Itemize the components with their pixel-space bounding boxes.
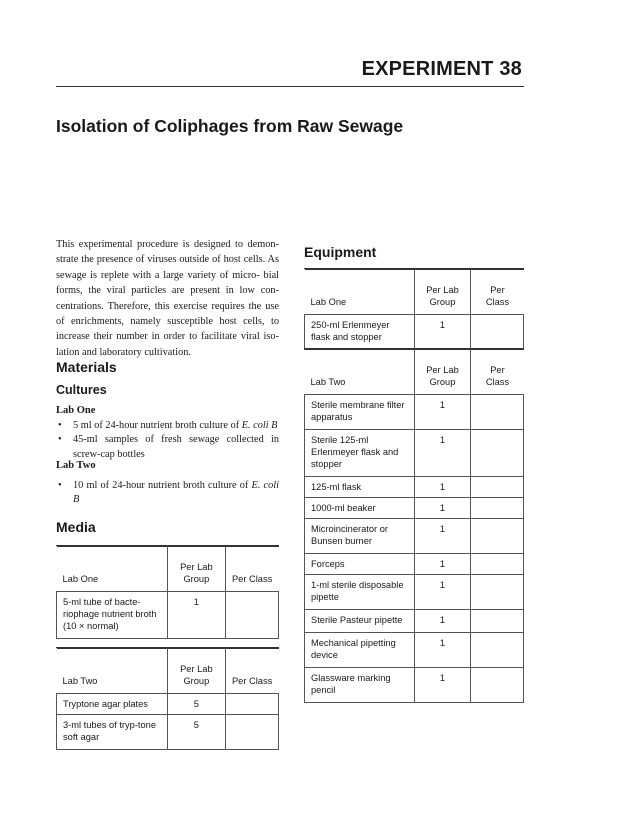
cultures-lab-two-label: Lab Two	[56, 460, 96, 471]
table-row	[305, 633, 524, 668]
table-row	[305, 430, 524, 477]
cultures-heading: Cultures	[56, 383, 107, 397]
table-row	[305, 498, 524, 519]
cultures-lab-two-list	[56, 479, 279, 508]
column-header-per-lab: Per Lab Group	[168, 547, 226, 592]
bullet-icon: •	[58, 420, 62, 431]
row-per-class	[225, 592, 278, 639]
list-item	[56, 479, 279, 508]
row-per-lab: 1	[414, 554, 471, 575]
row-per-class	[471, 315, 524, 350]
materials-heading: Materials	[56, 359, 117, 375]
row-item: Sterile 125-ml Erlenmeyer flask and stopper	[305, 430, 415, 477]
header-rule	[56, 86, 524, 87]
row-per-lab: 1	[414, 395, 471, 430]
row-per-lab: 1	[414, 610, 471, 633]
table-row	[305, 575, 524, 610]
column-header-item: Lab One	[305, 270, 415, 315]
column-header-per-lab: Per Lab Group	[168, 649, 226, 694]
row-item: 5-ml tube of bacte-riophage nutrient broth (10 × normal)	[57, 592, 168, 639]
row-per-class	[471, 395, 524, 430]
row-per-class	[471, 430, 524, 477]
table-row	[305, 554, 524, 575]
row-item: 250-ml Erlenmeyer flask and stopper	[305, 315, 415, 350]
row-item: 125-ml flask	[305, 477, 415, 498]
experiment-number: EXPERIMENT 38	[361, 58, 522, 80]
table-row	[57, 592, 279, 639]
column-header-item: Lab One	[57, 547, 168, 592]
table-header-row	[305, 270, 524, 315]
row-per-class	[471, 575, 524, 610]
column-header-per-lab: Per Lab Group	[414, 350, 471, 395]
table-header-row	[57, 547, 279, 592]
table-header-row	[57, 649, 279, 694]
column-header-per-class: Per Class	[225, 649, 278, 694]
row-item: Glassware marking pencil	[305, 668, 415, 703]
column-header-per-lab: Per Lab Group	[414, 270, 471, 315]
row-per-class	[225, 694, 278, 715]
bullet-icon: •	[58, 434, 62, 446]
row-item: Sterile Pasteur pipette	[305, 610, 415, 633]
row-per-lab: 1	[168, 592, 226, 639]
row-per-lab: 1	[414, 668, 471, 703]
row-item: Tryptone agar plates	[57, 694, 168, 715]
equipment-heading: Equipment	[304, 244, 377, 260]
row-per-lab: 5	[168, 694, 226, 715]
organism-name: E. coli B	[73, 480, 279, 506]
row-per-class	[471, 554, 524, 575]
table-row	[305, 477, 524, 498]
cultures-lab-one-label: Lab One	[56, 405, 96, 416]
row-per-class	[225, 715, 278, 750]
media-heading: Media	[56, 519, 96, 535]
table-row	[305, 610, 524, 633]
row-per-class	[471, 477, 524, 498]
row-per-class	[471, 668, 524, 703]
row-item: 1-ml sterile disposable pipette	[305, 575, 415, 610]
list-item-text: 5 ml of 24-hour nutrient broth culture of	[73, 420, 242, 431]
media-lab-one-table	[56, 546, 279, 639]
column-header-per-class: Per Class	[225, 547, 278, 592]
row-per-lab: 1	[414, 477, 471, 498]
row-per-lab: 1	[414, 575, 471, 610]
table-row	[57, 715, 279, 750]
row-per-class	[471, 519, 524, 554]
row-item: Mechanical pipetting device	[305, 633, 415, 668]
row-per-class	[471, 610, 524, 633]
table-row	[57, 694, 279, 715]
row-item: 1000-ml beaker	[305, 498, 415, 519]
row-item: Sterile membrane filter apparatus	[305, 395, 415, 430]
row-per-class	[471, 633, 524, 668]
list-item-text: 10 ml of 24-hour nutrient broth culture of	[73, 480, 252, 491]
table-row	[305, 395, 524, 430]
row-item: Forceps	[305, 554, 415, 575]
table-row	[305, 668, 524, 703]
row-item: 3-ml tubes of tryp-tone soft agar	[57, 715, 168, 750]
list-item	[56, 433, 279, 462]
list-item-text: 45-ml samples of fresh sewage collected in screw-cap bottles	[73, 434, 279, 460]
row-per-lab: 1	[414, 519, 471, 554]
media-lab-two-table	[56, 648, 279, 750]
column-header-item: Lab Two	[305, 350, 415, 395]
table-row	[305, 315, 524, 350]
page-title: Isolation of Coliphages from Raw Sewage	[56, 116, 404, 136]
row-per-lab: 5	[168, 715, 226, 750]
table-header-row	[305, 350, 524, 395]
list-item	[56, 419, 279, 433]
column-header-per-class: Per Class	[471, 350, 524, 395]
equipment-lab-two-table	[304, 349, 524, 703]
intro-paragraph: This experimental procedure is designed to demon-strate the presence of viruses outside of host cells. As sewage is replete with a large variety of micro- bial forms, the viral particles are present in low con-centrations. Therefore, this exercise requires the use of enrichments, namely susceptible host cells, to increase their number in order to facilitate viral iso-lation and laboratory cultivation.	[56, 239, 279, 358]
row-per-lab: 1	[414, 315, 471, 350]
table-row	[305, 519, 524, 554]
row-item: Microincinerator or Bunsen burner	[305, 519, 415, 554]
row-per-lab: 1	[414, 430, 471, 477]
column-header-item: Lab Two	[57, 649, 168, 694]
equipment-lab-one-table	[304, 269, 524, 350]
organism-name: E. coli B	[241, 420, 278, 431]
bullet-icon: •	[58, 480, 62, 491]
column-header-per-class: Per Class	[471, 270, 524, 315]
row-per-lab: 1	[414, 498, 471, 519]
row-per-lab: 1	[414, 633, 471, 668]
cultures-lab-one-list	[56, 419, 279, 462]
row-per-class	[471, 498, 524, 519]
